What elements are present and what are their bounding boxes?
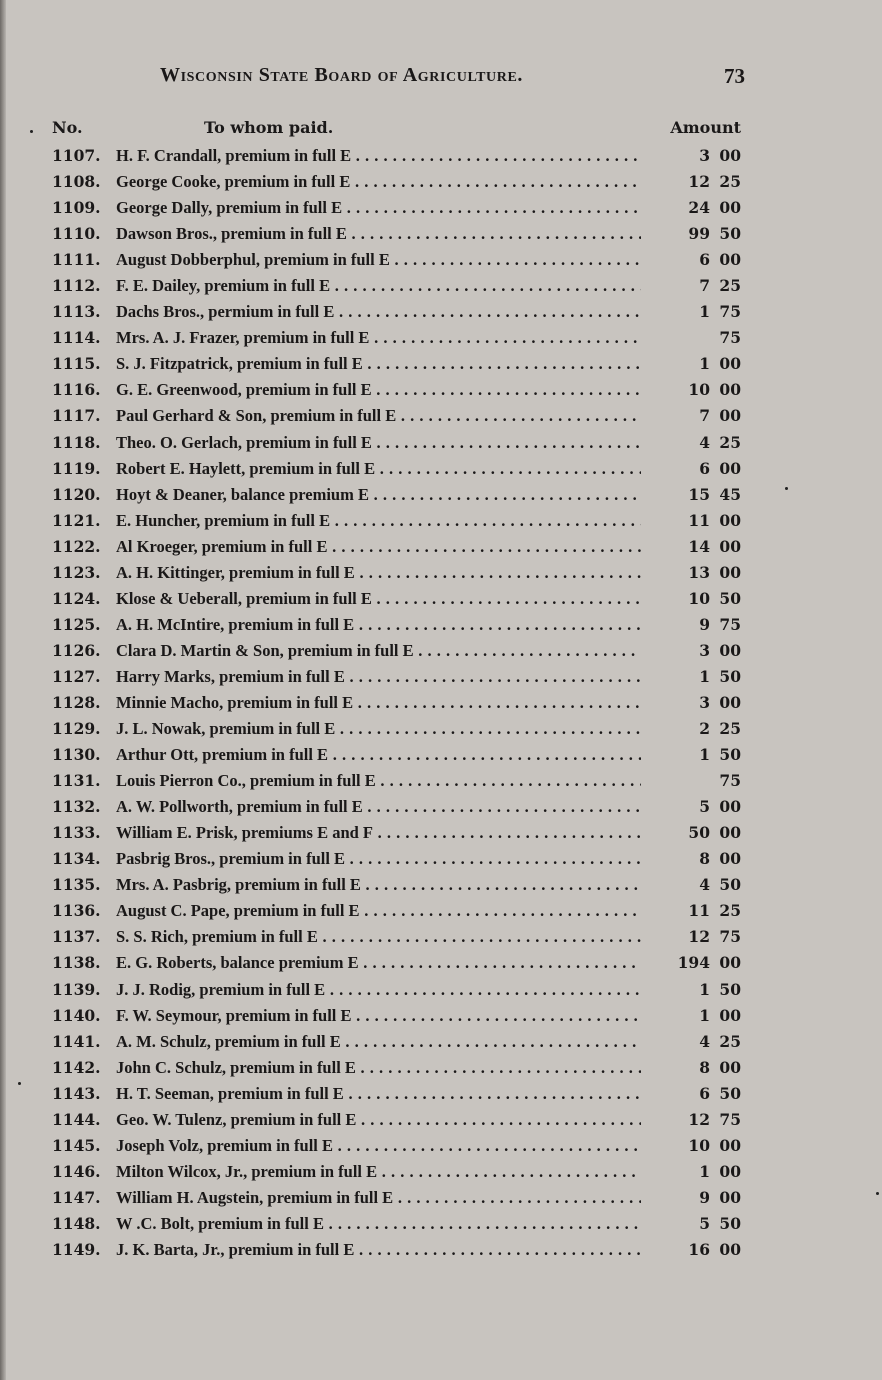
amount-cents: 00 xyxy=(719,510,741,530)
payee-description: Hoyt & Deaner, balance premium E . . . xyxy=(116,485,641,505)
payee-description: Dachs Bros., permium in full E . . . xyxy=(116,302,641,322)
table-row xyxy=(46,298,746,324)
amount-cents: 00 xyxy=(719,562,741,582)
payee-description: John C. Schulz, premium in full E . . . xyxy=(116,1058,641,1078)
amount-cents: 25 xyxy=(719,276,741,296)
page-header xyxy=(160,64,745,94)
table-row xyxy=(46,168,746,194)
table-row xyxy=(46,871,746,897)
table-row xyxy=(46,923,746,949)
entry-number: 1121. xyxy=(52,510,101,530)
payee-description: George Cooke, premium in full E . . . xyxy=(116,172,641,192)
amount-dollars: 6 xyxy=(699,458,710,478)
payee-description: August Dobberphul, premium in full E . . . xyxy=(116,250,641,270)
amount-cents: 50 xyxy=(719,875,741,895)
table-row xyxy=(46,220,746,246)
payee-description: F. E. Dailey, premium in full E . . . xyxy=(116,276,641,296)
table-row xyxy=(46,272,746,298)
payee-description: J. K. Barta, Jr., premium in full E . . . xyxy=(116,1240,641,1260)
amount-dollars: 8 xyxy=(699,1057,710,1077)
amount-dollars: 13 xyxy=(688,562,710,582)
table-row xyxy=(46,1002,746,1028)
entry-number: 1119. xyxy=(52,458,101,478)
entry-number: 1115. xyxy=(52,354,101,374)
amount-cents: 75 xyxy=(719,328,741,348)
table-row xyxy=(46,611,746,637)
amount-dollars: 5 xyxy=(699,797,710,817)
amount-cents: 75 xyxy=(719,302,741,322)
entry-number: 1125. xyxy=(52,614,101,634)
print-speck xyxy=(876,1192,879,1195)
amount-cents: 00 xyxy=(719,1239,741,1259)
amount-dollars: 15 xyxy=(688,484,710,504)
entry-number: 1131. xyxy=(52,771,101,791)
entry-number: 1113. xyxy=(52,302,101,322)
amount-cents: 00 xyxy=(719,458,741,478)
payee-description: Milton Wilcox, Jr., premium in full E . . . xyxy=(116,1162,641,1182)
amount-dollars: 11 xyxy=(688,510,710,530)
entry-number: 1112. xyxy=(52,276,101,296)
amount-cents: 00 xyxy=(719,953,741,973)
column-header-no: No. xyxy=(52,118,83,137)
amount-cents: 00 xyxy=(719,406,741,426)
entry-number: 1122. xyxy=(52,536,101,556)
amount-dollars: 4 xyxy=(699,1031,710,1051)
entry-number: 1120. xyxy=(52,484,101,504)
amount-dollars: 5 xyxy=(699,1213,710,1233)
amount-cents: 00 xyxy=(719,198,741,218)
table-row xyxy=(46,194,746,220)
table-row xyxy=(46,429,746,455)
entry-number: 1149. xyxy=(52,1239,101,1259)
table-row xyxy=(46,715,746,741)
amount-dollars: 12 xyxy=(688,172,710,192)
amount-dollars: 2 xyxy=(699,719,710,739)
amount-cents: 25 xyxy=(719,901,741,921)
amount-dollars: 1 xyxy=(699,979,710,999)
print-speck xyxy=(785,487,788,490)
entry-number: 1148. xyxy=(52,1213,101,1233)
amount-dollars: 11 xyxy=(688,901,710,921)
payee-description: Mrs. A. J. Frazer, premium in full E . . . xyxy=(116,328,641,348)
entry-number: 1129. xyxy=(52,719,101,739)
amount-dollars: 1 xyxy=(699,302,710,322)
table-row xyxy=(46,376,746,402)
payee-description: H. F. Crandall, premium in full E . . . xyxy=(116,146,641,166)
amount-cents: 50 xyxy=(719,224,741,244)
table-row xyxy=(46,637,746,663)
amount-cents: 00 xyxy=(719,692,741,712)
table-row xyxy=(46,324,746,350)
payee-description: Robert E. Haylett, premium in full E . . . xyxy=(116,459,641,479)
table-row xyxy=(46,1236,746,1262)
amount-cents: 00 xyxy=(719,354,741,374)
amount-cents: 00 xyxy=(719,536,741,556)
table-row xyxy=(46,1132,746,1158)
amount-cents: 45 xyxy=(719,484,741,504)
amount-dollars: 99 xyxy=(688,224,710,244)
payee-description: J. J. Rodig, premium in full E . . . xyxy=(116,980,641,1000)
entry-number: 1144. xyxy=(52,1109,101,1129)
table-row xyxy=(46,1184,746,1210)
payee-description: A. H. Kittinger, premium in full E . . . xyxy=(116,563,641,583)
table-row xyxy=(46,1158,746,1184)
amount-cents: 25 xyxy=(719,432,741,452)
entry-number: 1128. xyxy=(52,692,101,712)
payee-description: Dawson Bros., premium in full E . . . xyxy=(116,224,641,244)
amount-cents: 00 xyxy=(719,1187,741,1207)
payee-description: Minnie Macho, premium in full E . . . xyxy=(116,693,641,713)
table-row xyxy=(46,246,746,272)
table-row xyxy=(46,1106,746,1132)
entry-number: 1137. xyxy=(52,927,101,947)
amount-dollars: 1 xyxy=(699,666,710,686)
amount-dollars: 10 xyxy=(688,1135,710,1155)
amount-dollars: 12 xyxy=(688,927,710,947)
payee-description: S. J. Fitzpatrick, premium in full E . . . xyxy=(116,354,641,374)
payee-description: Paul Gerhard & Son, premium in full E . . . xyxy=(116,406,641,426)
amount-cents: 50 xyxy=(719,666,741,686)
table-row xyxy=(46,402,746,428)
payee-description: H. T. Seeman, premium in full E . . . xyxy=(116,1084,641,1104)
payee-description: Louis Pierron Co., premium in full E . . . xyxy=(116,771,641,791)
amount-dollars: 6 xyxy=(699,1083,710,1103)
amount-dollars: 4 xyxy=(699,432,710,452)
table-row xyxy=(46,1028,746,1054)
table-row xyxy=(46,559,746,585)
amount-dollars: 16 xyxy=(688,1239,710,1259)
amount-dollars: 8 xyxy=(699,849,710,869)
entry-number: 1139. xyxy=(52,979,101,999)
print-speck xyxy=(18,1082,21,1085)
entry-number: 1132. xyxy=(52,797,101,817)
entry-number: 1124. xyxy=(52,588,101,608)
amount-cents: 50 xyxy=(719,588,741,608)
table-row xyxy=(46,455,746,481)
amount-dollars: 3 xyxy=(699,640,710,660)
entry-number: 1126. xyxy=(52,640,101,660)
entry-number: 1111. xyxy=(52,250,101,270)
entry-number: 1135. xyxy=(52,875,101,895)
amount-dollars: 4 xyxy=(699,875,710,895)
table-row xyxy=(46,1054,746,1080)
column-header-to-whom-paid: To whom paid. xyxy=(204,118,334,137)
entry-number: 1108. xyxy=(52,172,101,192)
amount-dollars: 3 xyxy=(699,692,710,712)
amount-cents: 00 xyxy=(719,380,741,400)
amount-cents: 00 xyxy=(719,250,741,270)
table-row xyxy=(46,507,746,533)
entry-number: 1130. xyxy=(52,745,101,765)
amount-cents: 00 xyxy=(719,640,741,660)
amount-dollars: 7 xyxy=(699,276,710,296)
payee-description: A. H. McIntire, premium in full E . . . xyxy=(116,615,641,635)
table-body xyxy=(46,142,746,1262)
payee-description: Klose & Ueberall, premium in full E . . . xyxy=(116,589,641,609)
payee-description: E. G. Roberts, balance premium E . . . xyxy=(116,953,641,973)
table-row xyxy=(46,976,746,1002)
amount-cents: 50 xyxy=(719,979,741,999)
amount-dollars: 24 xyxy=(688,198,710,218)
column-header-amount: Amount xyxy=(670,118,741,137)
entry-number: 1117. xyxy=(52,406,101,426)
table-row xyxy=(46,767,746,793)
payee-description: S. S. Rich, premium in full E . . . xyxy=(116,927,641,947)
table-row xyxy=(46,663,746,689)
table-row xyxy=(46,897,746,923)
amount-dollars: 6 xyxy=(699,250,710,270)
table-header-row xyxy=(46,118,746,142)
payee-description: William E. Prisk, premiums E and F . . . xyxy=(116,823,641,843)
payee-description: Arthur Ott, premium in full E . . . xyxy=(116,745,641,765)
entry-number: 1143. xyxy=(52,1083,101,1103)
table-row xyxy=(46,1210,746,1236)
page-spine-shadow xyxy=(0,0,6,1380)
payments-table xyxy=(46,118,746,1262)
entry-number: 1138. xyxy=(52,953,101,973)
payee-description: August C. Pape, premium in full E . . . xyxy=(116,901,641,921)
payee-description: Al Kroeger, premium in full E . . . xyxy=(116,537,641,557)
amount-dollars: 10 xyxy=(688,380,710,400)
payee-description: Theo. O. Gerlach, premium in full E . . . xyxy=(116,433,641,453)
entry-number: 1134. xyxy=(52,849,101,869)
payee-description: George Dally, premium in full E . . . xyxy=(116,198,641,218)
entry-number: 1118. xyxy=(52,432,101,452)
table-row xyxy=(46,819,746,845)
amount-dollars: 1 xyxy=(699,1005,710,1025)
table-row xyxy=(46,689,746,715)
amount-cents: 50 xyxy=(719,745,741,765)
amount-dollars: 9 xyxy=(699,1187,710,1207)
amount-cents: 75 xyxy=(719,1109,741,1129)
amount-cents: 50 xyxy=(719,1083,741,1103)
entry-number: 1140. xyxy=(52,1005,101,1025)
amount-cents: 00 xyxy=(719,797,741,817)
amount-cents: 00 xyxy=(719,1161,741,1181)
table-row xyxy=(46,481,746,507)
entry-number: 1107. xyxy=(52,146,101,165)
payee-description: Joseph Volz, premium in full E . . . xyxy=(116,1136,641,1156)
amount-dollars: 9 xyxy=(699,614,710,634)
entry-number: 1142. xyxy=(52,1057,101,1077)
entry-number: 1127. xyxy=(52,666,101,686)
payee-description: W .C. Bolt, premium in full E . . . xyxy=(116,1214,641,1234)
amount-cents: 75 xyxy=(719,614,741,634)
payee-description: G. E. Greenwood, premium in full E . . . xyxy=(116,380,641,400)
running-title: Wisconsin State Board of Agriculture. xyxy=(160,64,524,86)
table-row xyxy=(46,585,746,611)
entry-number: 1110. xyxy=(52,224,101,244)
entry-number: 1123. xyxy=(52,562,101,582)
payee-description: Mrs. A. Pasbrig, premium in full E . . . xyxy=(116,875,641,895)
table-row xyxy=(46,142,746,168)
amount-dollars: 7 xyxy=(699,406,710,426)
page-number: 73 xyxy=(724,64,745,88)
table-row xyxy=(46,949,746,975)
amount-dollars: 10 xyxy=(688,588,710,608)
payee-description: J. L. Nowak, premium in full E . . . xyxy=(116,719,641,739)
table-row xyxy=(46,1080,746,1106)
table-row xyxy=(46,741,746,767)
payee-description: F. W. Seymour, premium in full E . . . xyxy=(116,1006,641,1026)
amount-cents: 75 xyxy=(719,771,741,791)
amount-dollars: 194 xyxy=(677,953,710,973)
payee-description: E. Huncher, premium in full E . . . xyxy=(116,511,641,531)
amount-dollars: 14 xyxy=(688,536,710,556)
amount-cents: 00 xyxy=(719,1135,741,1155)
table-row xyxy=(46,533,746,559)
amount-cents: 25 xyxy=(719,1031,741,1051)
amount-cents: 75 xyxy=(719,927,741,947)
payee-description: Harry Marks, premium in full E . . . xyxy=(116,667,641,687)
payee-description: Pasbrig Bros., premium in full E . . . xyxy=(116,849,641,869)
amount-cents: 25 xyxy=(719,719,741,739)
amount-cents: 00 xyxy=(719,823,741,843)
entry-number: 1116. xyxy=(52,380,101,400)
entry-number: 1109. xyxy=(52,198,101,218)
entry-number: 1136. xyxy=(52,901,101,921)
amount-cents: 25 xyxy=(719,172,741,192)
amount-cents: 00 xyxy=(719,849,741,869)
amount-cents: 00 xyxy=(719,146,741,165)
payee-description: Geo. W. Tulenz, premium in full E . . . xyxy=(116,1110,641,1130)
entry-number: 1114. xyxy=(52,328,101,348)
payee-description: Clara D. Martin & Son, premium in full E . . . xyxy=(116,641,641,661)
amount-dollars: 12 xyxy=(688,1109,710,1129)
payee-description: A. M. Schulz, premium in full E . . . xyxy=(116,1032,641,1052)
amount-dollars: 1 xyxy=(699,354,710,374)
amount-dollars: 50 xyxy=(688,823,710,843)
entry-number: 1133. xyxy=(52,823,101,843)
print-speck xyxy=(30,130,33,133)
table-row xyxy=(46,350,746,376)
table-row xyxy=(46,845,746,871)
table-row xyxy=(46,793,746,819)
amount-dollars: 3 xyxy=(699,146,710,165)
entry-number: 1146. xyxy=(52,1161,101,1181)
amount-cents: 50 xyxy=(719,1213,741,1233)
amount-cents: 00 xyxy=(719,1005,741,1025)
amount-dollars: 1 xyxy=(699,1161,710,1181)
entry-number: 1147. xyxy=(52,1187,101,1207)
payee-description: A. W. Pollworth, premium in full E . . . xyxy=(116,797,641,817)
amount-cents: 00 xyxy=(719,1057,741,1077)
amount-dollars: 1 xyxy=(699,745,710,765)
entry-number: 1145. xyxy=(52,1135,101,1155)
entry-number: 1141. xyxy=(52,1031,101,1051)
payee-description: William H. Augstein, premium in full E . . . xyxy=(116,1188,641,1208)
